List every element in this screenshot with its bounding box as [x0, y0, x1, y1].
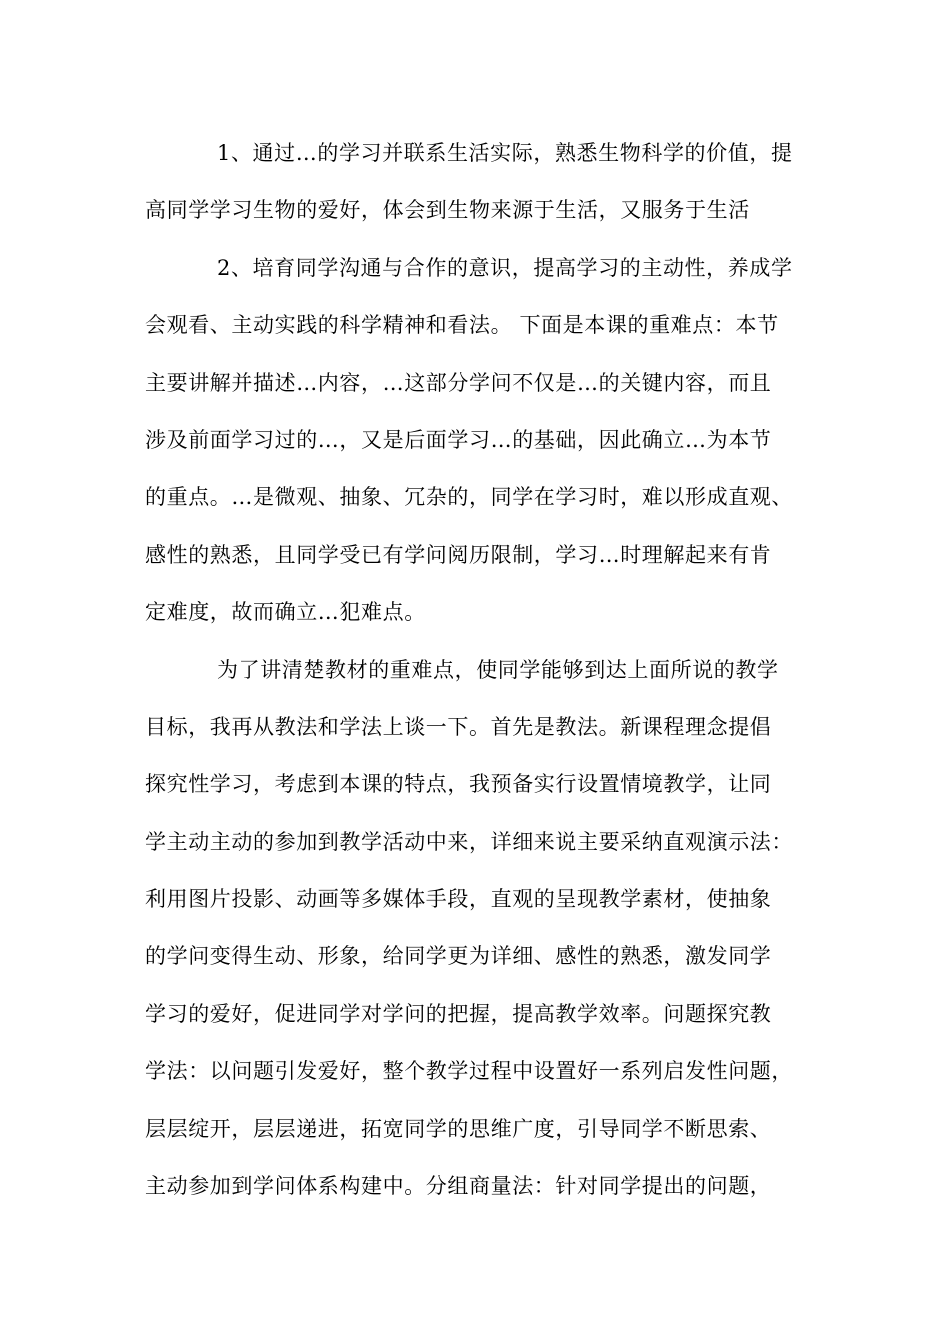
- text-line: 探究性学习，考虑到本课的特点，我预备实行设置情境教学，让同: [145, 772, 772, 797]
- text-line: 主动参加到学问体系构建中。分组商量法：针对同学提出的问题，: [145, 1174, 772, 1199]
- text-line: 目标，我再从教法和学法上谈一下。首先是教法。新课程理念提倡: [145, 714, 772, 739]
- text-line: 学法：以问题引发爱好，整个教学过程中设置好一系列启发性问题，: [145, 1059, 793, 1084]
- body-text: [145, 131, 825, 1221]
- text-line: 会观看、主动实践的科学精神和看法。 下面是本课的重难点：本节: [145, 313, 779, 338]
- text-line: 主要讲解并描述…内容，…这部分学问不仅是…的关键内容，而且: [145, 370, 772, 395]
- text-line: 感性的熟悉，且同学受已有学问阅历限制，学习…时理解起来有肯: [145, 542, 772, 567]
- text-line: 为了讲清楚教材的重难点，使同学能够到达上面所说的教学: [217, 657, 779, 682]
- text-line: 学习的爱好，促进同学对学问的把握，提高教学效率。问题探究教: [145, 1001, 772, 1026]
- text-line: 涉及前面学习过的…，又是后面学习…的基础，因此确立…为本节: [145, 427, 772, 452]
- text-line: 利用图片投影、动画等多媒体手段，直观的呈现教学素材，使抽象: [145, 887, 772, 912]
- text-line: 1、通过…的学习并联系生活实际，熟悉生物科学的价值，提: [217, 141, 793, 165]
- text-line: 高同学学习生物的爱好，体会到生物来源于生活，又服务于生活: [145, 198, 750, 223]
- text-line: 的重点。…是微观、抽象、冗杂的，同学在学习时，难以形成直观、: [145, 485, 793, 510]
- text-line: 的学问变得生动、形象，给同学更为详细、感性的熟悉，激发同学: [145, 944, 772, 969]
- text-line: 2、培育同学沟通与合作的意识，提高学习的主动性，养成学: [217, 255, 793, 280]
- text-line: 定难度，故而确立…犯难点。: [145, 600, 426, 625]
- text-line: 层层绽开，层层递进，拓宽同学的思维广度，引导同学不断思索、: [145, 1116, 772, 1141]
- text-line: 学主动主动的参加到教学活动中来，详细来说主要采纳直观演示法：: [145, 829, 793, 854]
